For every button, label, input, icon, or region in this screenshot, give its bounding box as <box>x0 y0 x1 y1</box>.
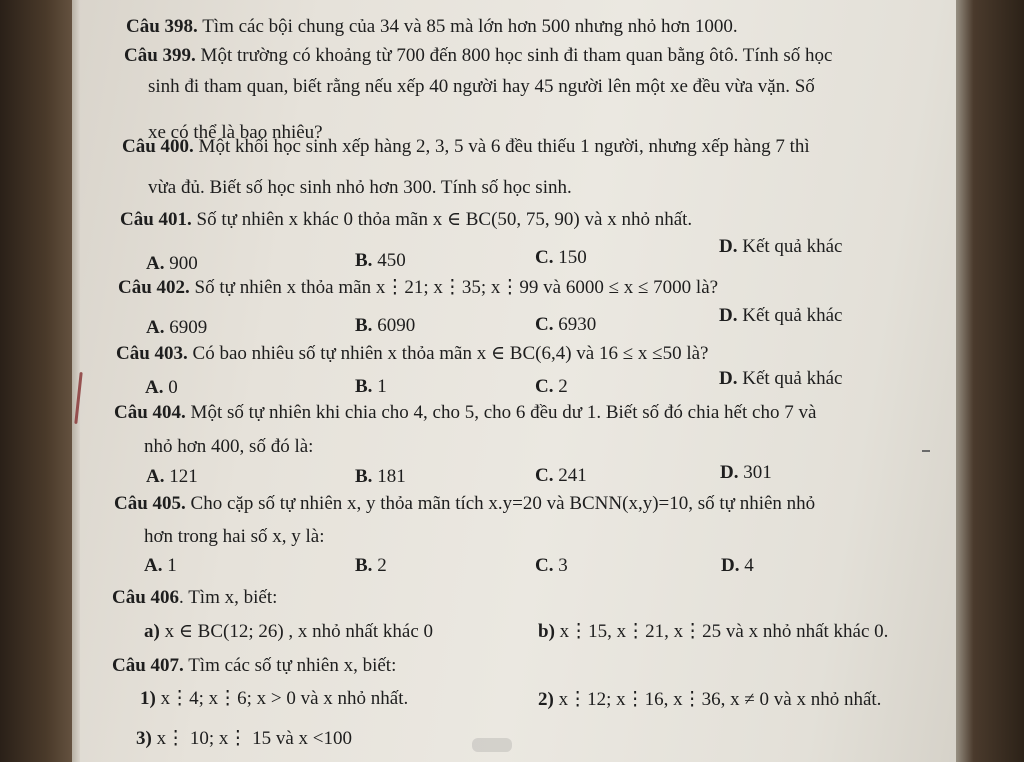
question-text: Một số tự nhiên khi chia cho 4, cho 5, cho 6 đều dư 1. Biết số đó chia hết cho 7 và <box>185 402 817 423</box>
option-c: C. 2 <box>535 376 568 397</box>
question-399-line3: xe có thể là bao nhiêu? <box>148 122 323 143</box>
option-d: D. Kết quả khác <box>719 236 843 257</box>
question-text: Tìm các bội chung của 34 và 85 mà lớn hơn 500 nhưng nhỏ hơn 1000. <box>197 16 738 37</box>
question-text: Tìm các số tự nhiên x, biết: <box>183 655 397 676</box>
option-a: A. 900 <box>146 253 198 274</box>
question-398 <box>126 16 738 38</box>
question-label: Câu 402. <box>118 277 190 298</box>
option-d: D. Kết quả khác <box>719 368 843 389</box>
question-407 <box>112 655 396 677</box>
question-406-part-b: b) x⋮15, x⋮21, x⋮25 và x nhỏ nhất khác 0. <box>538 621 889 642</box>
question-399-line2: sinh đi tham quan, biết rằng nếu xếp 40 người hay 45 người lên một xe đều vừa vặn. Số <box>148 76 815 97</box>
option-a: A. 6909 <box>146 317 208 338</box>
option-c: C. 241 <box>535 465 587 486</box>
option-a: A. 0 <box>145 377 178 398</box>
question-text: Một khối học sinh xếp hàng 2, 3, 5 và 6 đều thiếu 1 người, nhưng xếp hàng 7 thì <box>193 136 810 157</box>
option-a: A. 121 <box>146 466 198 487</box>
question-402 <box>118 276 718 299</box>
question-label: Câu 405. <box>114 493 186 514</box>
question-label: Câu 406 <box>112 587 180 608</box>
question-407-part-1: 1) x⋮4; x⋮6; x > 0 và x nhỏ nhất. <box>140 688 409 709</box>
option-d: D. Kết quả khác <box>719 305 843 326</box>
question-text: Có bao nhiêu số tự nhiên x thỏa mãn x ∈ BC(6,4) và 16 ≤ x ≤50 là? <box>187 343 709 364</box>
option-b: B. 450 <box>355 250 406 271</box>
question-text: Số tự nhiên x khác 0 thỏa mãn x ∈ BC(50, 75, 90) và x nhỏ nhất. <box>191 209 693 230</box>
question-label: Câu 403. <box>116 343 188 364</box>
question-label: Câu 401. <box>120 209 192 230</box>
question-text: Cho cặp số tự nhiên x, y thỏa mãn tích x.y=20 và BCNN(x,y)=10, số tự nhiên nhỏ <box>185 493 816 514</box>
question-407-part-3: 3) x⋮ 10; x⋮ 15 và x <100 <box>136 728 353 749</box>
option-c: C. 3 <box>535 555 568 576</box>
background-left <box>0 0 78 762</box>
question-406-part-a: a) x ∈ BC(12; 26) , x nhỏ nhất khác 0 <box>144 621 433 642</box>
question-406 <box>112 587 277 609</box>
question-label: Câu 404. <box>114 402 186 423</box>
question-400 <box>122 136 810 158</box>
question-401 <box>120 208 692 231</box>
pencil-mark <box>922 450 930 452</box>
question-399 <box>124 45 832 67</box>
option-b: B. 1 <box>355 376 387 397</box>
question-404-line2: nhỏ hơn 400, số đó là: <box>144 436 314 457</box>
question-label: Câu 407. <box>112 655 184 676</box>
worksheet-page <box>72 0 956 762</box>
question-407-part-2: 2) x⋮12; x⋮16, x⋮36, x ≠ 0 và x nhỏ nhất. <box>538 689 882 710</box>
option-d: D. 301 <box>720 462 772 483</box>
question-label: Câu 398. <box>126 16 198 37</box>
question-text: Một trường có khoảng từ 700 đến 800 học sinh đi tham quan bằng ôtô. Tính số học <box>195 45 833 66</box>
question-403 <box>116 342 708 365</box>
question-text: . Tìm x, biết: <box>179 587 278 608</box>
option-c: C. 6930 <box>535 314 597 335</box>
option-b: B. 6090 <box>355 315 416 336</box>
option-c: C. 150 <box>535 247 587 268</box>
question-405-line2: hơn trong hai số x, y là: <box>144 526 325 547</box>
question-404 <box>114 402 816 424</box>
question-400-line2: vừa đủ. Biết số học sinh nhỏ hơn 300. Tính số học sinh. <box>148 177 572 198</box>
question-405 <box>114 493 815 515</box>
option-d: D. 4 <box>721 555 754 576</box>
option-b: B. 2 <box>355 555 387 576</box>
option-b: B. 181 <box>355 466 406 487</box>
question-label: Câu 400. <box>122 136 194 157</box>
question-label: Câu 399. <box>124 45 196 66</box>
smudge-mark <box>472 738 512 752</box>
background-right <box>952 0 1024 762</box>
option-a: A. 1 <box>144 555 177 576</box>
question-text: Số tự nhiên x thỏa mãn x⋮21; x⋮35; x⋮99 và 6000 ≤ x ≤ 7000 là? <box>189 277 719 298</box>
